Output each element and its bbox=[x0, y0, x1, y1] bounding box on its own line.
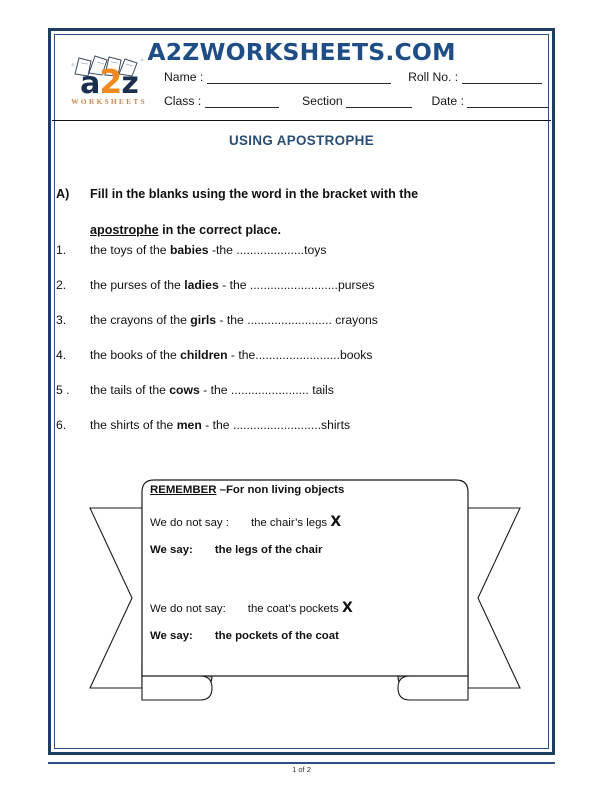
ribbon-content bbox=[150, 484, 450, 660]
question-text[interactable] bbox=[90, 383, 334, 397]
ribbon-tail-right bbox=[468, 508, 520, 688]
ribbon-block2-say bbox=[150, 630, 450, 660]
say-value: the legs of the chair bbox=[214, 544, 323, 556]
question-row bbox=[56, 243, 526, 278]
question-number: 5 . bbox=[56, 383, 70, 397]
not-say-label: We do not say : bbox=[150, 517, 229, 529]
logo-letter-z: z bbox=[121, 66, 138, 101]
page-title: USING APOSTROPHE bbox=[229, 133, 374, 148]
question-post: - the ..........................shirts bbox=[201, 418, 351, 432]
ribbon-block2-not-say bbox=[150, 600, 450, 630]
not-say-value: the chair’s legs bbox=[250, 517, 328, 529]
ribbon-heading bbox=[150, 484, 450, 514]
question-post: - the ......................... crayons bbox=[216, 313, 378, 327]
name-label: Name : bbox=[164, 70, 204, 84]
logo-subtitle: WORKSHEETS bbox=[71, 97, 147, 106]
date-label: Date : bbox=[431, 94, 464, 108]
not-say-label: We do not say: bbox=[150, 603, 226, 615]
question-pre: the crayons of the bbox=[90, 313, 191, 327]
question-text[interactable] bbox=[90, 278, 375, 292]
question-pre: the books of the bbox=[90, 348, 181, 362]
question-text[interactable] bbox=[90, 418, 350, 432]
say-label: We say: bbox=[150, 630, 193, 642]
say-value: the pockets of the coat bbox=[214, 630, 339, 642]
question-number: 1. bbox=[56, 243, 67, 257]
class-label: Class : bbox=[164, 94, 202, 108]
brand-title: A2ZWORKSHEETS.COM bbox=[147, 38, 456, 66]
question-post: -the ....................toys bbox=[208, 243, 327, 257]
question-text[interactable] bbox=[90, 243, 326, 257]
question-list bbox=[56, 243, 526, 453]
header-field-row-2 bbox=[164, 94, 546, 116]
question-post: - the ..........................purses bbox=[218, 278, 375, 292]
ribbon-heading-rest: –For non living objects bbox=[216, 484, 345, 496]
name-input[interactable] bbox=[207, 71, 391, 84]
ribbon-curl-right-under bbox=[398, 676, 468, 700]
a2z-logo bbox=[61, 52, 157, 112]
logo-wordmark bbox=[64, 62, 154, 101]
question-keyword: men bbox=[176, 418, 202, 432]
question-pre: the tails of the bbox=[90, 383, 170, 397]
header-field-row-1 bbox=[164, 70, 546, 92]
roll-no-label: Roll No. : bbox=[408, 70, 459, 84]
not-say-value: the coat’s pockets bbox=[247, 603, 339, 615]
masthead bbox=[52, 32, 551, 120]
logo-letter-a: a bbox=[80, 66, 100, 101]
question-post: - the ....................... tails bbox=[199, 383, 334, 397]
question-keyword: ladies bbox=[184, 278, 219, 292]
instruction-letter: A) bbox=[56, 187, 70, 201]
question-pre: the toys of the bbox=[90, 243, 170, 257]
question-keyword: babies bbox=[169, 243, 209, 257]
ribbon-tail-left bbox=[90, 508, 142, 688]
date-input[interactable] bbox=[467, 95, 549, 108]
question-keyword: girls bbox=[190, 313, 217, 327]
question-row bbox=[56, 418, 526, 453]
ribbon-block1-say bbox=[150, 544, 450, 574]
question-pre: the shirts of the bbox=[90, 418, 177, 432]
question-post: - the.........................books bbox=[227, 348, 373, 362]
logo-letter-2: 2 bbox=[99, 62, 122, 101]
question-row bbox=[56, 278, 526, 313]
instruction-text bbox=[90, 176, 526, 248]
footer-divider bbox=[48, 762, 555, 764]
ribbon-curl-left-under bbox=[142, 676, 212, 700]
question-number: 4. bbox=[56, 348, 67, 362]
question-keyword: children bbox=[180, 348, 228, 362]
remember-ribbon bbox=[85, 478, 525, 708]
question-keyword: cows bbox=[169, 383, 200, 397]
question-row bbox=[56, 348, 526, 383]
section-label: Section bbox=[302, 94, 343, 108]
say-label: We say: bbox=[150, 544, 193, 556]
question-number: 2. bbox=[56, 278, 67, 292]
question-row bbox=[56, 383, 526, 418]
instruction-keyword: apostrophe bbox=[90, 223, 159, 237]
question-row bbox=[56, 313, 526, 348]
question-text[interactable] bbox=[90, 313, 378, 327]
instruction-line-1: Fill in the blanks using the word in the bracket with the bbox=[90, 187, 419, 201]
page-number: 1 of 2 bbox=[292, 765, 311, 774]
instruction-block bbox=[56, 176, 526, 248]
ribbon-heading-underlined: REMEMBER bbox=[150, 484, 217, 496]
cross-mark-icon: X bbox=[330, 514, 342, 530]
question-number: 6. bbox=[56, 418, 67, 432]
ribbon-block1-not-say bbox=[150, 514, 450, 544]
question-pre: the purses of the bbox=[90, 278, 185, 292]
roll-no-input[interactable] bbox=[462, 71, 542, 84]
question-number: 3. bbox=[56, 313, 67, 327]
question-text[interactable] bbox=[90, 348, 372, 362]
ribbon-spacer bbox=[150, 574, 450, 600]
cross-mark-icon: X bbox=[341, 600, 353, 616]
class-input[interactable] bbox=[205, 95, 279, 108]
masthead-divider bbox=[52, 120, 551, 121]
instruction-line-2-rest: in the correct place. bbox=[158, 223, 282, 237]
section-input[interactable] bbox=[346, 95, 412, 108]
